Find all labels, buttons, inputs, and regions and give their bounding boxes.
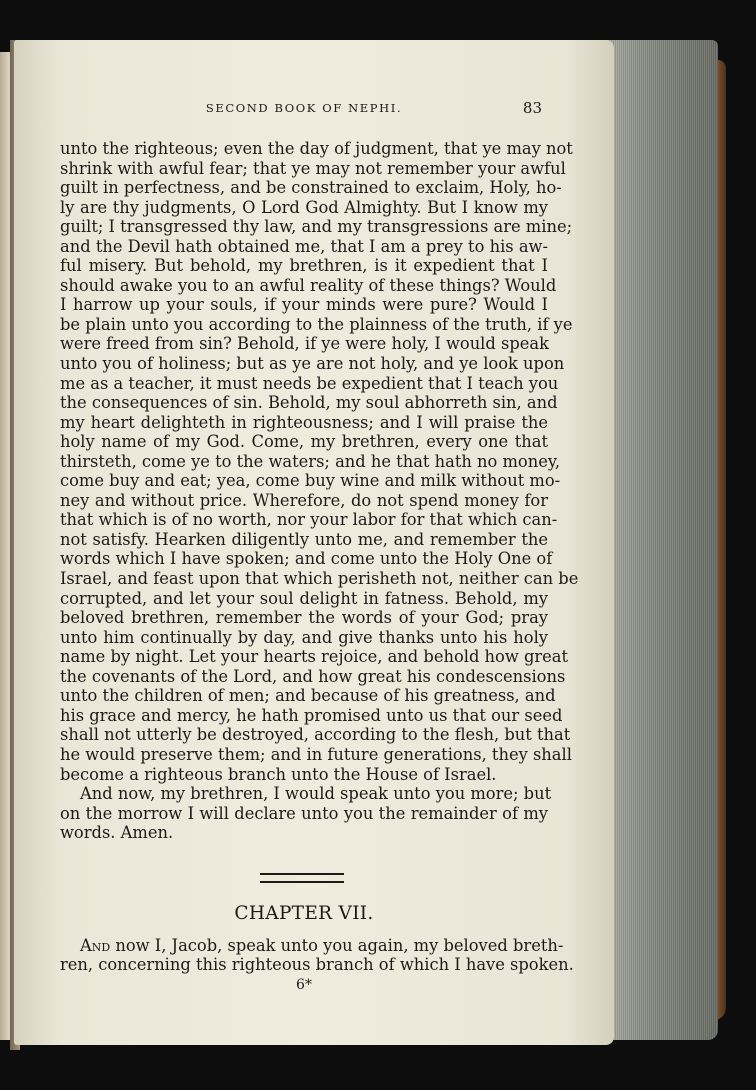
body-text-line: the consequences of sin. Behold, my soul abhorreth sin, and <box>60 393 558 413</box>
chapter-opening-word: And <box>80 935 111 955</box>
body-text-line: his grace and mercy, he hath promised unto us that our seed <box>60 705 563 725</box>
body-text-line: he would preserve them; and in future generations, they shall <box>60 744 572 764</box>
body-paragraph <box>60 139 579 784</box>
body-text-line: ney and without price. Wherefore, do not spend money for <box>60 490 548 510</box>
body-text-line: guilt; I transgressed thy law, and my transgressions are mine; <box>60 217 573 237</box>
closing-paragraph <box>60 784 552 843</box>
closing-text-line: words. Amen. <box>60 823 174 843</box>
body-text-line: name by night. Let your hearts rejoice, and behold how great <box>60 647 569 667</box>
running-head <box>60 99 548 121</box>
closing-text-line: on the morrow I will declare unto you the remainder of my <box>60 803 548 823</box>
body-text-line: should awake you to an awful reality of these things? Would <box>60 275 557 295</box>
signature-mark: 6* <box>296 976 312 993</box>
double-rule <box>260 873 344 883</box>
body-text-line: beloved brethren, remember the words of your God; pray <box>60 608 548 628</box>
chapter-heading: CHAPTER VII. <box>234 902 374 924</box>
body-text-line: the covenants of the Lord, and how great his condescensions <box>60 666 566 686</box>
body-text-line: corrupted, and let your soul delight in fatness. Behold, my <box>60 588 548 608</box>
body-text-line: become a righteous branch unto the House of Israel. <box>60 764 497 784</box>
body-text-line: guilt in perfectness, and be constrained to exclaim, Holy, ho- <box>60 178 562 198</box>
section-divider <box>60 871 548 885</box>
body-text-line: shrink with awful fear; that ye may not remember your awful <box>60 158 566 178</box>
body-text-line: ly are thy judgments, O Lord God Almighty. But I know my <box>60 197 548 217</box>
body-text-line: Israel, and feast upon that which perisheth not, neither can be <box>60 569 579 589</box>
body-text-line: words which I have spoken; and come unto the Holy One of <box>60 549 553 569</box>
body-text-line: were freed from sin? Behold, if ye were holy, I would speak <box>60 334 549 354</box>
body-text-line: unto the righteous; even the day of judgment, that ye may not <box>60 139 573 158</box>
running-title: SECOND BOOK OF NEPHI. <box>205 101 403 115</box>
body-text-line: ful misery. But behold, my brethren, is it expedient that I <box>60 256 548 276</box>
page-block-edge <box>606 40 718 1040</box>
closing-text-line: And now, my brethren, I would speak unto you more; but <box>80 784 552 804</box>
chapter-text-line <box>60 935 564 956</box>
page-number: 83 <box>522 99 542 117</box>
body-text-line: be plain unto you according to the plainness of the truth, if ye <box>60 314 573 334</box>
body-text-line: that which is of no worth, nor your labor for that which can- <box>60 510 558 530</box>
chapter-first-line-rest: now I, Jacob, speak unto you again, my beloved breth- <box>110 935 564 955</box>
body-text-line: me as a teacher, it must needs be expedient that I teach you <box>60 373 559 393</box>
body-text-line: and the Devil hath obtained me, that I am a prey to his aw- <box>60 236 548 256</box>
page-text-block <box>60 99 579 993</box>
chapter-text-line: ren, concerning this righteous branch of which I have spoken. <box>60 955 574 975</box>
body-text-line: not satisfy. Hearken diligently unto me, and remember the <box>60 529 548 549</box>
body-text-line: I harrow up your souls, if your minds were pure? Would I <box>60 295 548 315</box>
body-text-line: unto the children of men; and because of his greatness, and <box>60 686 556 706</box>
body-text-line: unto him continually by day, and give thanks unto his holy <box>60 627 548 647</box>
chapter-paragraph <box>60 935 574 975</box>
body-text-line: holy name of my God. Come, my brethren, every one that <box>60 432 548 452</box>
body-text-line: unto you of holiness; but as ye are not holy, and ye look upon <box>60 354 565 374</box>
body-text-line: my heart delighteth in righteousness; and I will praise the <box>60 412 548 432</box>
body-text-line: thirsteth, come ye to the waters; and he that hath no money, <box>60 451 561 471</box>
body-text-line: come buy and eat; yea, come buy wine and milk without mo- <box>60 471 561 491</box>
body-text-line: shall not utterly be destroyed, according to the flesh, but that <box>60 725 571 745</box>
